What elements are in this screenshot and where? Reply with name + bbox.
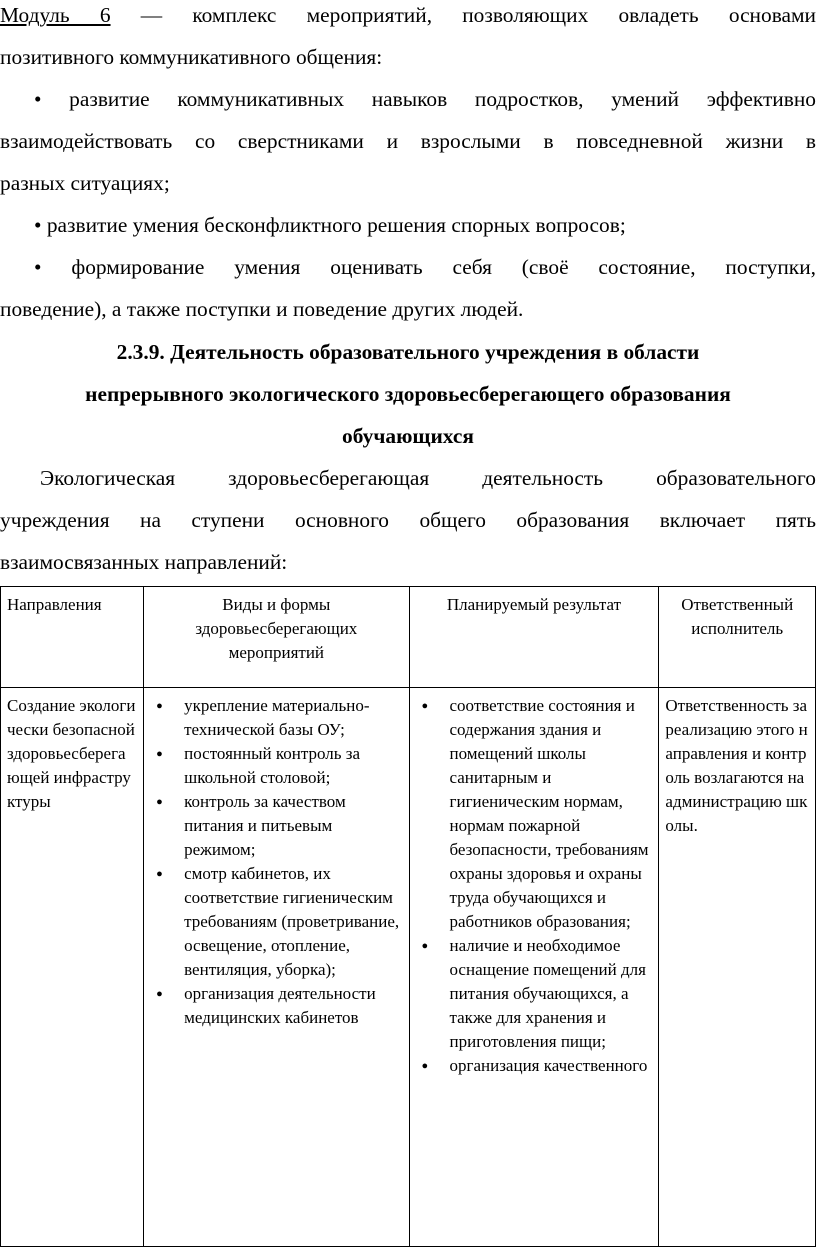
module6-label: Модуль 6 — [0, 3, 111, 27]
list-item: ● наличие и необходимое оснащение помещений для питания обучающихся, а также для хранения и приготовления пищи; — [450, 934, 653, 1054]
intro-line-3: взаимосвязанных направлений: — [0, 550, 288, 574]
section-heading-line-2: непрерывного экологического здоровьесберегающего образования — [85, 382, 731, 406]
list-item: ● укрепление материально-технической базы ОУ; — [184, 694, 402, 742]
directions-table — [0, 586, 816, 1247]
row1-forms — [144, 688, 409, 1247]
intro-line-1: Экологическая здоровьесберегающая деятельность образовательного — [40, 466, 816, 490]
bullet-2: • развитие умения бесконфликтного решения спорных вопросов; — [34, 213, 626, 237]
list-item: ● смотр кабинетов, их соответствие гигиеническим требованиям (проветривание, освещение, отопление, вентиляция, уборка); — [184, 862, 402, 982]
header-direction: Направления — [1, 587, 144, 688]
header-responsible: Ответственный исполнитель — [659, 587, 816, 688]
row1-results — [409, 688, 659, 1247]
bullet-1-line-1: • развитие коммуникативных навыков подростков, умений эффективно — [34, 87, 816, 111]
module6-line-1 — [0, 0, 816, 37]
table-header-row — [1, 587, 816, 688]
section-heading-line-3: обучающихся — [342, 424, 474, 448]
row1-direction: Создание экологически безопасной здоровьесберегающей инфраструктуры — [1, 688, 144, 1247]
module6-text: — комплекс мероприятий, позволяющих овладеть основами — [140, 3, 816, 27]
header-result: Планируемый результат — [409, 587, 659, 688]
module6-line-2: позитивного коммуникативного общения: — [0, 45, 383, 69]
intro-line-2: учреждения на ступени основного общего образования включает пять — [0, 508, 816, 532]
list-item: ● соответствие состояния и содержания здания и помещений школы санитарным и гигиеническим нормам, нормам пожарной безопасности, требованиям охраны здоровья и охраны труда обучающихся и работников образования; — [450, 694, 653, 934]
section-heading-line-1: 2.3.9. Деятельность образовательного учреждения в области — [116, 340, 700, 364]
header-forms: Виды и формы здоровьесберегающих мероприятий — [144, 587, 409, 688]
table-row — [1, 688, 816, 1247]
bullet-1-line-3: разных ситуациях; — [0, 171, 170, 195]
list-item: ● контроль за качеством питания и питьевым режимом; — [184, 790, 402, 862]
list-item: ● организация качественного — [450, 1054, 653, 1078]
list-item: ● организация деятельности медицинских кабинетов — [184, 982, 402, 1030]
bullet-1-line-2: взаимодействовать со сверстниками и взрослыми в повседневной жизни в — [0, 129, 816, 153]
row1-responsible: Ответственность за реализацию этого направления и контроль возлагаются на администрацию школы. — [659, 688, 816, 1247]
list-item: ● постоянный контроль за школьной столовой; — [184, 742, 402, 790]
bullet-3-line-1: • формирование умения оценивать себя (своё состояние, поступки, — [34, 255, 816, 279]
bullet-3-line-2: поведение), а также поступки и поведение других людей. — [0, 297, 524, 321]
